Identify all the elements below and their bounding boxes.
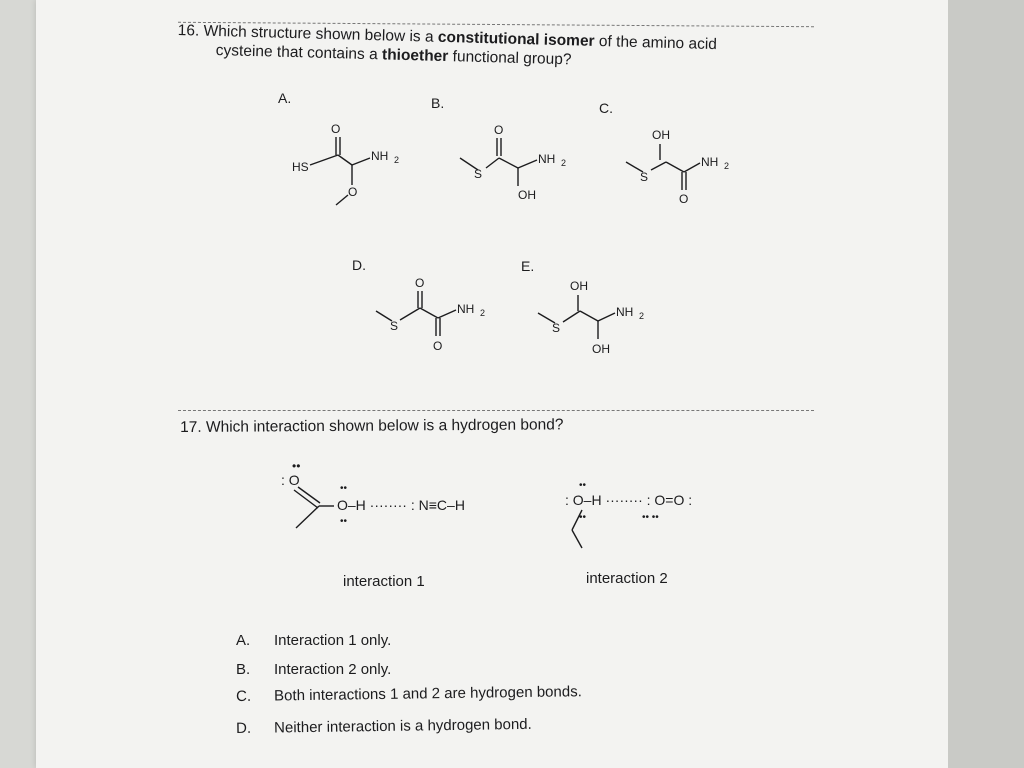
question-emphasis: thioether bbox=[381, 46, 449, 66]
structure-a bbox=[292, 122, 399, 205]
svg-text:2: 2 bbox=[561, 158, 567, 168]
question-text: Which structure shown below is a bbox=[203, 22, 434, 46]
answer-text: Interaction 1 only. bbox=[274, 632, 392, 649]
svg-text:••: •• bbox=[292, 459, 301, 473]
middle-divider bbox=[178, 410, 814, 411]
option-d-label: D. bbox=[352, 257, 366, 273]
atom-hs: HS bbox=[292, 160, 309, 174]
svg-text:NH: NH bbox=[538, 152, 556, 166]
svg-text:••: •• bbox=[579, 512, 587, 523]
question-17 bbox=[180, 416, 564, 437]
answer-letter: C. bbox=[236, 687, 252, 705]
svg-text:••: •• bbox=[340, 483, 348, 494]
svg-text:NH: NH bbox=[616, 305, 634, 319]
svg-text:O: O bbox=[679, 192, 689, 206]
answer-letter: B. bbox=[236, 661, 251, 678]
svg-text:S: S bbox=[390, 319, 399, 333]
question-text: functional group? bbox=[452, 48, 572, 69]
structure-b bbox=[460, 123, 566, 202]
answer-a[interactable] bbox=[236, 632, 392, 649]
structure-d bbox=[376, 276, 485, 353]
option-b-label: B. bbox=[431, 95, 445, 111]
interaction-2-text: : O–H ········ : O=O : bbox=[565, 492, 693, 508]
structure-c bbox=[626, 128, 729, 206]
svg-text:•• ••: •• •• bbox=[642, 512, 659, 523]
question-number: 16. bbox=[177, 22, 200, 40]
question-number: 17. bbox=[180, 418, 202, 436]
svg-text:NH: NH bbox=[701, 155, 719, 169]
atom-oh: OH bbox=[518, 188, 536, 202]
svg-text:••: •• bbox=[340, 516, 348, 527]
atom-s: S bbox=[474, 167, 483, 181]
atom-o: O bbox=[331, 122, 341, 136]
answer-d[interactable] bbox=[236, 715, 532, 737]
svg-text:S: S bbox=[552, 321, 561, 335]
answer-text: Both interactions 1 and 2 are hydrogen bonds. bbox=[273, 683, 582, 705]
answer-text: Interaction 2 only. bbox=[274, 661, 392, 678]
svg-text:O: O bbox=[433, 339, 443, 353]
svg-text:2: 2 bbox=[639, 311, 645, 321]
svg-text:OH: OH bbox=[570, 279, 588, 293]
answer-b[interactable] bbox=[236, 661, 392, 678]
svg-text:O: O bbox=[415, 276, 425, 290]
option-a-label: A. bbox=[278, 90, 292, 106]
question-text: of the amino acid bbox=[598, 33, 718, 54]
interaction-2-label: interaction 2 bbox=[586, 570, 668, 587]
interaction-1-text: O–H ········ : N≡C–H bbox=[337, 497, 465, 513]
answer-letter: D. bbox=[236, 719, 252, 737]
carbonyl-oxygen: : O bbox=[281, 472, 300, 488]
question-emphasis: constitutional isomer bbox=[437, 28, 595, 50]
svg-text:OH: OH bbox=[652, 128, 670, 142]
answer-text: Neither interaction is a hydrogen bond. bbox=[273, 715, 532, 737]
interaction-2-drawing bbox=[565, 480, 692, 548]
svg-text:2: 2 bbox=[394, 155, 400, 165]
svg-text:OH: OH bbox=[592, 342, 610, 356]
svg-text:2: 2 bbox=[480, 308, 486, 318]
structure-e bbox=[538, 279, 644, 356]
svg-text:NH: NH bbox=[457, 302, 475, 316]
interaction-1-drawing bbox=[281, 459, 465, 528]
option-c-label: C. bbox=[599, 100, 613, 116]
interaction-1-label: interaction 1 bbox=[343, 573, 425, 590]
option-e-label: E. bbox=[521, 258, 535, 274]
question-text: Which interaction shown below is a hydrogen bond? bbox=[205, 416, 564, 436]
atom-nh2: NH bbox=[371, 149, 389, 163]
svg-text:••: •• bbox=[579, 480, 587, 491]
answer-c[interactable] bbox=[236, 683, 582, 705]
svg-text:2: 2 bbox=[724, 161, 730, 171]
svg-text:O: O bbox=[494, 123, 504, 137]
answer-letter: A. bbox=[236, 632, 251, 649]
svg-text:S: S bbox=[640, 170, 649, 184]
question-text: cysteine that contains a bbox=[215, 42, 378, 64]
atom-o: O bbox=[348, 185, 358, 199]
